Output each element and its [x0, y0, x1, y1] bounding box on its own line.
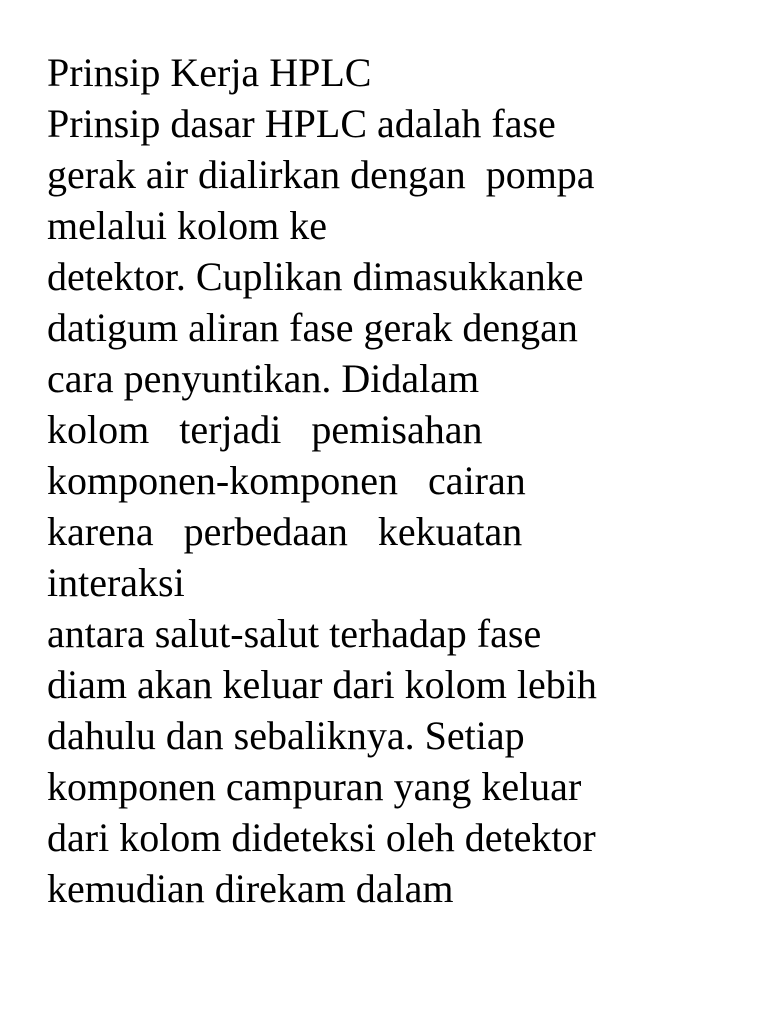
- text-line: komponen-komponen cairan: [47, 458, 526, 503]
- text-line: kolom terjadi pemisahan: [47, 407, 483, 452]
- text-line: gerak air dialirkan dengan pompa: [47, 152, 595, 197]
- text-line: kemudian direkam dalam: [47, 866, 454, 911]
- text-line: karena perbedaan kekuatan: [47, 509, 523, 554]
- text-line: interaksi: [47, 560, 185, 605]
- text-line: antara salut-salut terhadap fase: [47, 611, 542, 656]
- text-line: detektor. Cuplikan dimasukkanke: [47, 254, 584, 299]
- text-line: dahulu dan sebaliknya. Setiap: [47, 713, 525, 758]
- document-body: [47, 47, 747, 914]
- text-line: datigum aliran fase gerak dengan: [47, 305, 578, 350]
- text-line: Prinsip dasar HPLC adalah fase: [47, 101, 556, 146]
- text-line: cara penyuntikan. Didalam: [47, 356, 480, 401]
- text-line: dari kolom dideteksi oleh detektor: [47, 815, 596, 860]
- text-line: melalui kolom ke: [47, 203, 327, 248]
- text-line: komponen campuran yang keluar: [47, 764, 582, 809]
- document-title: Prinsip Kerja HPLC: [47, 50, 372, 95]
- text-line: diam akan keluar dari kolom lebih: [47, 662, 597, 707]
